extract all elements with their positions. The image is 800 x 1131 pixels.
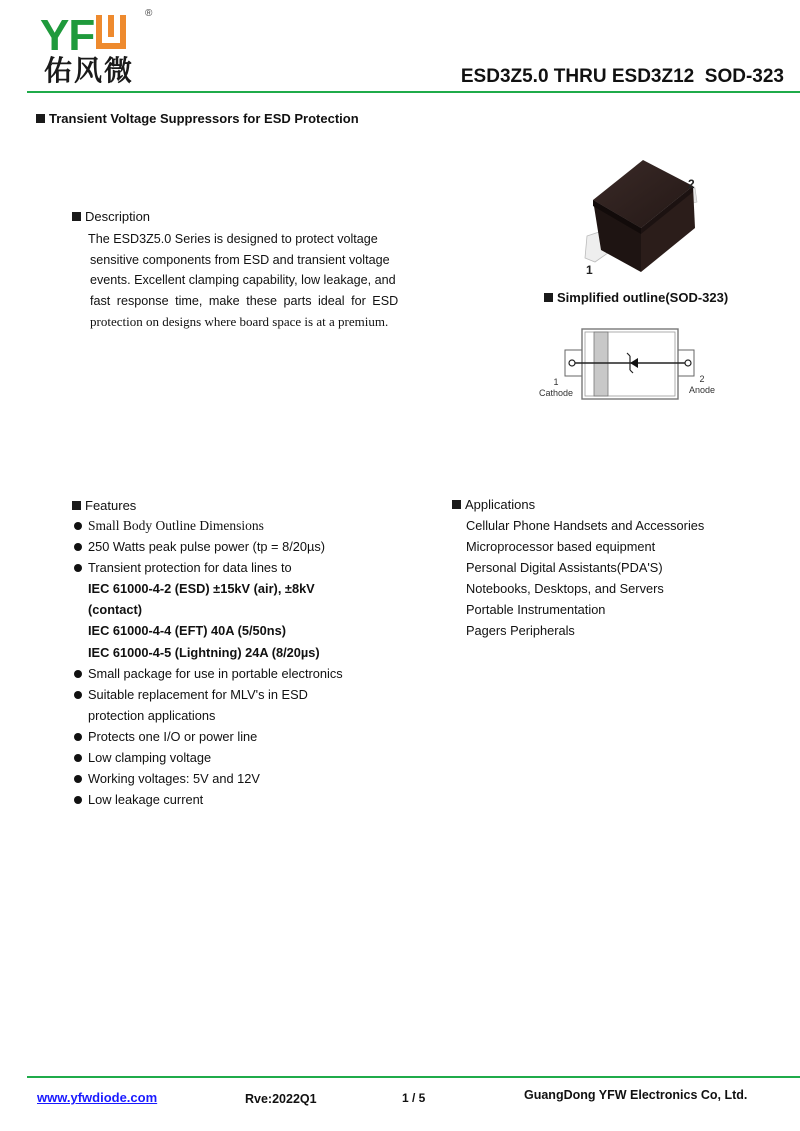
- bullet-dot-icon: [74, 691, 82, 699]
- outline-pin1-name: Cathode: [538, 388, 574, 398]
- application-item: Personal Digital Assistants(PDA'S): [466, 560, 663, 576]
- feature-item-continuation: IEC 61000-4-5 (Lightning) 24A (8/20µs): [88, 644, 320, 660]
- features-heading: [72, 498, 136, 513]
- feature-item: Transient protection for data lines to: [74, 557, 343, 578]
- feature-item: Low leakage current: [74, 789, 343, 810]
- bullet-dot-icon: [74, 733, 82, 741]
- logo-letter-y: Y: [40, 11, 69, 60]
- document-title: ESD3Z5.0 THRU ESD3Z12 SOD-323: [460, 66, 784, 87]
- subtitle-text: Transient Voltage Suppressors for ESD Protection: [49, 111, 359, 126]
- application-item: Portable Instrumentation: [466, 602, 606, 618]
- application-item: Notebooks, Desktops, and Servers: [466, 581, 664, 597]
- logo-w-mark-icon: [96, 15, 126, 49]
- applications-heading: [452, 497, 535, 512]
- outline-heading-text: Simplified outline(SOD-323): [557, 290, 729, 305]
- bullet-dot-icon: [74, 564, 82, 572]
- feature-item: 250 Watts peak pulse power (tp = 8/20µs): [74, 536, 343, 557]
- outline-pin1-number: 1: [553, 377, 559, 387]
- pin1-label: 1: [586, 263, 593, 277]
- description-line: sensitive components from ESD and transient voltage: [90, 252, 390, 267]
- applications-list: [466, 515, 704, 642]
- feature-item: Low clamping voltage: [74, 747, 343, 768]
- revision-label: Rve:2022Q1: [245, 1092, 317, 1106]
- footer-divider: [27, 1076, 800, 1078]
- feature-item-continuation: IEC 61000-4-2 (ESD) ±15kV (air), ±8kV: [88, 581, 315, 597]
- bullet-dot-icon: [74, 670, 82, 678]
- website-link[interactable]: www.yfwdiode.com: [37, 1090, 158, 1105]
- square-bullet-icon: [544, 293, 553, 302]
- description-line: fast response time, make these parts ideal for ESD: [90, 294, 399, 309]
- feature-item: Small package for use in portable electronics: [74, 663, 343, 684]
- page-number: 1 / 5: [402, 1091, 426, 1105]
- square-bullet-icon: [36, 114, 45, 123]
- sod323-package-image: [575, 158, 715, 278]
- logo-chinese-name: 佑风微: [44, 54, 135, 87]
- bullet-dot-icon: [74, 754, 82, 762]
- outline-pin2-number: 2: [699, 374, 705, 384]
- pin2-label: 2: [688, 177, 695, 191]
- description-line: events. Excellent clamping capability, low leakage, and: [90, 273, 396, 288]
- header-divider: [27, 91, 800, 93]
- application-item: Pagers Peripherals: [466, 623, 575, 639]
- description-line: The ESD3Z5.0 Series is designed to protect voltage: [88, 232, 378, 246]
- feature-item: Working voltages: 5V and 12V: [74, 768, 343, 789]
- features-heading-text: Features: [85, 498, 137, 513]
- logo-letter-f: F: [68, 11, 95, 60]
- company-name: GuangDong YFW Electronics Co, Ltd.: [524, 1088, 748, 1102]
- features-list: [74, 515, 343, 810]
- bullet-dot-icon: [74, 775, 82, 783]
- square-bullet-icon: [72, 212, 81, 221]
- square-bullet-icon: [72, 501, 81, 510]
- registered-mark: ®: [145, 8, 153, 19]
- description-heading-text: Description: [85, 209, 151, 224]
- document-subtitle: [36, 111, 359, 126]
- description-body: [88, 229, 422, 333]
- description-heading: [72, 209, 150, 224]
- outline-pin2-name: Anode: [688, 385, 716, 395]
- feature-item: Suitable replacement for MLV's in ESD: [74, 684, 343, 705]
- application-item: Cellular Phone Handsets and Accessories: [466, 518, 705, 533]
- applications-heading-text: Applications: [465, 497, 536, 512]
- feature-item-continuation: IEC 61000-4-4 (EFT) 40A (5/50ns): [88, 623, 286, 639]
- bullet-dot-icon: [74, 543, 82, 551]
- description-line: protection on designs where board space is at a premium.: [90, 313, 389, 329]
- feature-item: Protects one I/O or power line: [74, 726, 343, 747]
- feature-item-continuation: (contact): [88, 602, 143, 618]
- bullet-dot-icon: [74, 796, 82, 804]
- feature-item-continuation: protection applications: [88, 707, 216, 723]
- brand-logo: [40, 11, 126, 60]
- square-bullet-icon: [452, 500, 461, 509]
- outline-heading: [544, 290, 728, 305]
- application-item: Microprocessor based equipment: [466, 539, 656, 555]
- feature-item: Small Body Outline Dimensions: [74, 515, 343, 536]
- bullet-dot-icon: [74, 522, 82, 530]
